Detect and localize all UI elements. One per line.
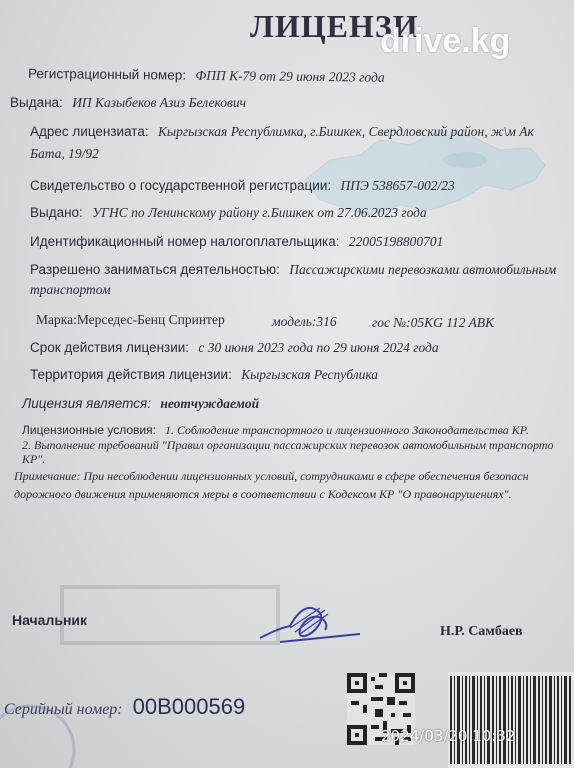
issued-to-value: ИП Казыбеков Азиз Белекович <box>72 95 247 110</box>
territory-label: Территория действия лицензии: <box>30 367 232 382</box>
chief-name: Н.Р. Самбаев <box>440 624 523 639</box>
faint-stamp-imprint <box>60 585 280 645</box>
serial-number-label: Серийный номер: <box>4 701 123 718</box>
territory-row <box>30 367 378 383</box>
document-title: ЛИЦЕНЗИ <box>250 8 419 44</box>
activity-row-2 <box>30 282 111 298</box>
conditions-label: Лицензионные условия: <box>22 423 156 437</box>
validity-row <box>30 340 439 356</box>
note-row <box>14 469 529 484</box>
photo-timestamp: 2024/03/20 10:32 <box>381 727 516 745</box>
handwritten-signature <box>250 598 370 648</box>
validity-label: Срок действия лицензии: <box>30 340 190 355</box>
certificate-label: Свидетельство о государственной регистрации: <box>30 178 332 193</box>
conditions-row <box>22 423 529 438</box>
registration-number-label: Регистрационный номер: <box>27 66 187 83</box>
address-value-2: Бата, 19/92 <box>30 146 99 161</box>
activity-value-2: транспортом <box>30 282 111 297</box>
serial-number-row <box>4 694 245 720</box>
taxpayer-id-value: 22005198800701 <box>348 234 444 249</box>
activity-row <box>30 262 556 278</box>
address-value: Кыргызская Республимка, г.Бишкек, Свердловский район, ж\м Ак <box>157 124 534 139</box>
registration-number-row <box>28 66 385 86</box>
address-row <box>30 124 534 140</box>
registration-number-value: ФПП К-79 от 29 июня 2023 года <box>195 67 385 85</box>
issued-to-label: Выдана: <box>10 95 63 110</box>
activity-label: Разрешено заниматься деятельностью: <box>30 262 280 277</box>
certificate-issued-row <box>30 205 427 221</box>
vehicle-plate: гос №:05KG 112 ABK <box>372 315 495 330</box>
certificate-issued-label: Выдано: <box>30 205 83 220</box>
note-label: Примечание: <box>14 469 81 483</box>
validity-value: с 30 июня 2023 года по 29 июня 2024 года <box>198 340 439 355</box>
barcode-icon <box>448 672 574 768</box>
note-value: При несоблюдении лицензионных условий, сотрудниками в сфере обеспечения безопасн <box>83 469 529 483</box>
territory-value: Кыргызская Республика <box>241 367 379 382</box>
vehicle-model: модель:316 <box>272 314 337 329</box>
taxpayer-id-row <box>30 234 443 250</box>
chief-title: Начальник <box>12 612 88 628</box>
transferability-label: Лицензия является: <box>22 396 151 411</box>
address-label: Адрес лицензиата: <box>30 124 149 139</box>
condition-1: 1. Соблюдение транспортного и лицензионного Законодательства КР. <box>164 423 529 437</box>
taxpayer-id-label: Идентификационный номер налогоплательщика: <box>30 234 340 249</box>
certificate-row <box>30 178 455 194</box>
transferability-value: неотчуждаемой <box>160 396 260 411</box>
issued-to-row <box>10 95 246 111</box>
certificate-value: ППЭ 538657-002/23 <box>340 178 455 193</box>
note-value-2: дорожного движения применяются меры в соответствии с Кодексом КР "О правонарушениях". <box>14 487 512 501</box>
vehicle-brand: Марка:Мерседес-Бенц Спринтер <box>36 312 225 327</box>
condition-2: 2. Выполнение требований "Правил организации пассажирских перевозок автомобильным транспорто <box>22 438 554 452</box>
transferability-row <box>22 396 259 412</box>
address-row-2 <box>30 146 99 162</box>
serial-number-value: 00B000569 <box>132 694 246 719</box>
certificate-issued-value: УГНС по Ленинскому району г.Бишкек от 27.06.2023 года <box>92 205 427 220</box>
site-watermark: drive.kg <box>380 22 511 60</box>
activity-value: Пассажирскими перевозками автомобильным <box>289 262 557 277</box>
condition-2-continued: КР". <box>22 452 46 466</box>
